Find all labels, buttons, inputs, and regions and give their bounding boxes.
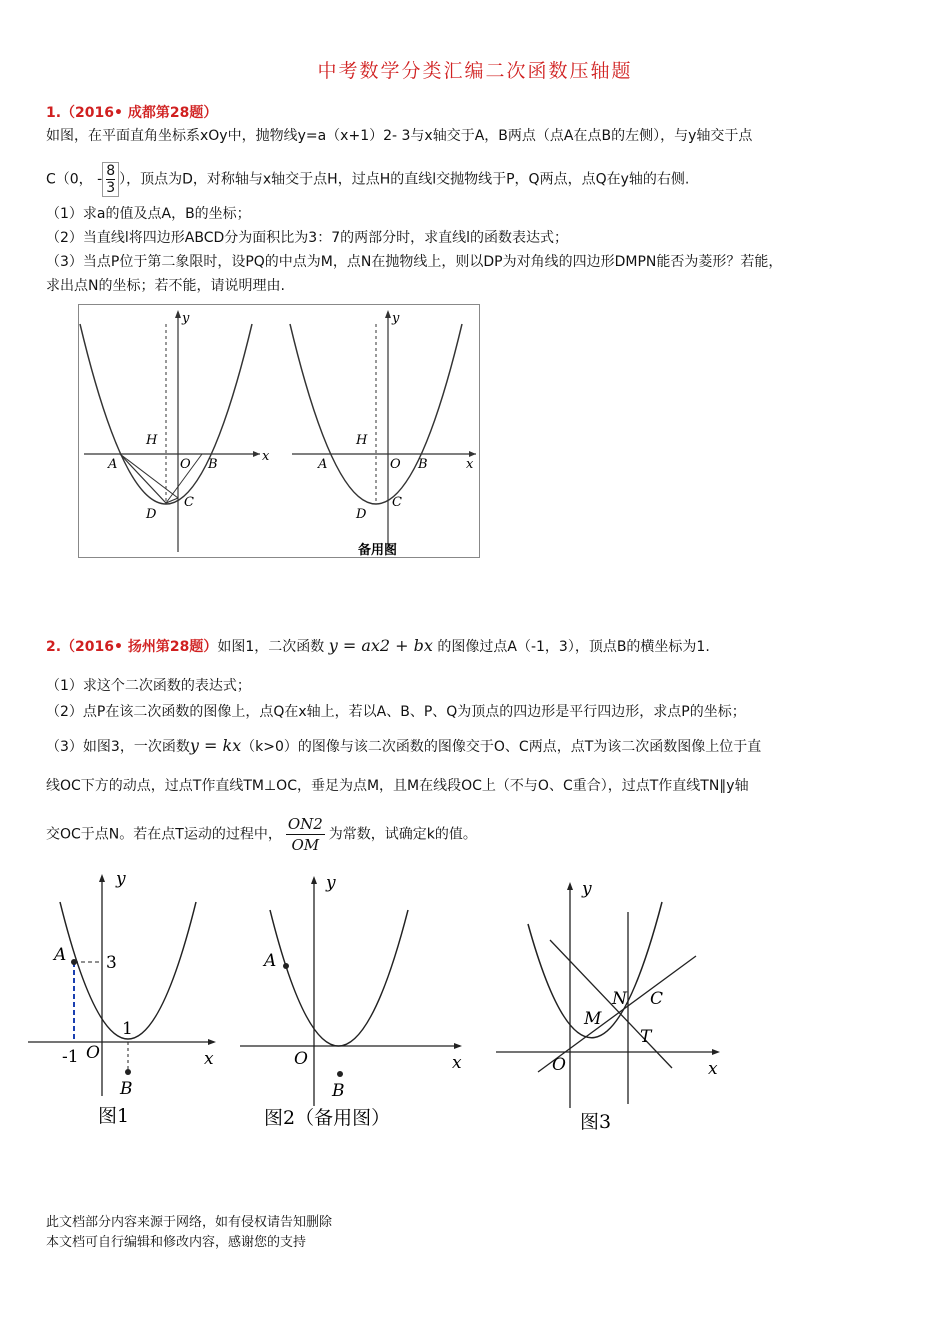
fig2-parabola [270,910,408,1046]
q1-left-x-label: x [262,449,270,464]
fig1-neg1-label: -1 [62,1047,79,1067]
q1-left-y-label: y [182,311,190,326]
q1-right-y-label: y [392,311,400,326]
fig1-O-label: O [86,1043,100,1063]
q1-right-C-label: C [392,495,402,510]
q2-frac-num: ON2 [287,815,323,833]
q2-heading: 2.（2016• 扬州第28题） [46,639,218,655]
fig3-x-label: x [708,1059,718,1079]
fig3-caption: 图3 [580,1111,612,1133]
fig3-y-arrow-icon [567,882,573,890]
fig3-y-label: y [582,879,592,899]
fig1-A-label: A [54,945,67,965]
q1-left-O-label: O [180,457,191,472]
q2-part2: （2）点P在该二次函数的图像上，点Q在x轴上，若以A、B、P、Q为顶点的四边形是平行四边形，求点P的坐标； [46,704,746,720]
fig3-x-arrow-icon [712,1049,720,1055]
q2-formula2: y = kx [189,736,242,755]
q2-fraction [286,814,325,855]
fig2-B-label: B [332,1081,345,1101]
fig3-N-label: N [612,989,627,1009]
q2-part3c: 线OC下方的动点，过点T作直线TM⊥OC，垂足为点M，且M在线段OC上（不与O、C重合），过点T作直线TN∥y轴 [46,778,749,794]
q2-part3d: 交OC于点N。若在点T运动的过程中， [46,826,282,843]
q1-right-H-label: H [356,433,368,448]
footer-line2: 本文档可自行编辑和修改内容，感谢您的支持 [46,1235,307,1250]
q2-part3a: （3）如图3，一次函数 [46,739,190,755]
q2-part3-line3 [46,814,477,855]
fig2-A-label: A [264,951,277,971]
fig3-T-label: T [640,1027,652,1047]
fig1-3-label: 3 [106,953,117,973]
q2-line1 [46,636,710,657]
q1-left-C-label: C [184,495,194,510]
q2-part3e: 为常数，试确定k的值。 [328,826,477,843]
fig3-O-label: O [552,1055,566,1075]
fig3-M-label: M [584,1009,602,1029]
q1-right-x-label: x [466,457,474,472]
footer-line1: 此文档部分内容来源于网络，如有侵权请告知删除 [46,1215,333,1230]
q1-right-B-label: B [418,457,428,472]
q1-part3b: 求出点N的坐标；若不能，请说明理由. [46,278,285,294]
fig2-caption: 图2（备用图） [264,1107,391,1129]
q2-part3-line1 [46,736,761,757]
q1-right-O-label: O [390,457,401,472]
q1-right-D-label: D [356,507,367,522]
q1-spare-caption: 备用图 [358,543,398,558]
q1-c-den: 3 [106,180,116,196]
fig1-y-label: y [116,869,126,889]
fig1-1-label: 1 [122,1019,133,1039]
q1-heading: 1.（2016• 成都第28题） [46,105,218,121]
q1-left-D-label: D [146,507,157,522]
fig1-point-A [71,959,77,965]
q1-left-H-label: H [146,433,158,448]
fig3-C-label: C [650,989,664,1009]
q2-frac-den: OM [291,836,320,854]
q1-c-num: 8 [106,163,116,179]
fig2-x-label: x [452,1053,462,1073]
q2-figure1 [24,866,240,1136]
fig1-point-B [125,1069,131,1075]
q1-line2b: ），顶点为D，对称轴与x轴交于点H，过点H的直线l交抛物线于P，Q两点，点Q在y轴的右侧. [119,171,690,188]
q1-line2 [46,162,689,197]
q1-line2a: C（0， - [46,171,103,188]
q2-formula: y = ax2 + bx [328,636,433,655]
q1-figure-frame [79,305,480,558]
fig2-y-arrow-icon [311,876,317,884]
q1-figure [78,304,480,558]
fig1-x-arrow-icon [208,1039,216,1045]
q1-left-B-label: B [208,457,218,472]
fig1-y-arrow-icon [99,874,105,882]
q2-figure2 [238,866,478,1136]
q2-part3b: （k>0）的图像与该二次函数的图像交于O、C两点，点T为该二次函数图像上位于直 [241,739,762,755]
fig2-point-A [283,963,289,969]
fig1-caption: 图1 [98,1105,130,1127]
page-title: 中考数学分类汇编二次函数压轴题 [317,60,633,82]
q2-line1b: 的图像过点A（-1，3），顶点B的横坐标为1. [437,639,710,655]
q1-c-fraction [102,162,119,197]
q1-part2: （2）当直线l将四边形ABCD分为面积比为3：7的两部分时，求直线l的函数表达式； [46,230,568,246]
q1-part1: （1）求a的值及点A，B的坐标； [46,206,251,222]
q1-right-A-label: A [318,457,328,472]
q2-part1: （1）求这个二次函数的表达式； [46,678,251,694]
q2-figure3 [494,872,726,1142]
fig2-point-B [337,1071,343,1077]
fig2-y-label: y [326,873,336,893]
fig2-x-arrow-icon [454,1043,462,1049]
q1-line1: 如图，在平面直角坐标系xOy中，抛物线y=a（x+1）2- 3与x轴交于A，B两点（点A在点B的左侧），与y轴交于点 [46,128,753,144]
q1-part3a: （3）当点P位于第二象限时，设PQ的中点为M，点N在抛物线上，则以DP为对角线的四边形DMPN能否为菱形？若能， [46,254,783,270]
q1-left-A-label: A [108,457,118,472]
fig1-B-label: B [120,1079,133,1099]
fig2-O-label: O [294,1049,308,1069]
fig1-x-label: x [204,1049,214,1069]
q2-line1a: 如图1，二次函数 [217,639,325,655]
